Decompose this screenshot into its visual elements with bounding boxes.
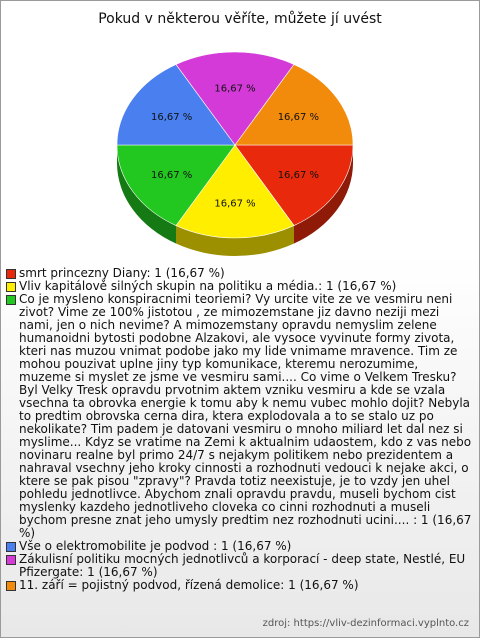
pie-value-label-0: 16,67 % <box>277 169 320 181</box>
legend-label: Vliv kapitálově silných skupin na politiku a média.: 1 (16,67 %) <box>19 279 397 293</box>
chart-legend <box>6 267 472 592</box>
legend-item <box>6 553 472 579</box>
legend-label: Vše o elektromobilite je podvod : 1 (16,67 %) <box>19 539 292 553</box>
pie-value-label-1: 16,67 % <box>214 198 256 210</box>
legend-label: smrt princezny Diany: 1 (16,67 %) <box>19 266 225 280</box>
legend-item <box>6 293 472 540</box>
legend-label: Co je mysleno konspiracnimi teoriemi? Vy urcite vite ze ve vesmiru neni zivot? Vime ze 100% jistotou , ze mimozemstane jiz davno neziji mezi nami, jen o nich nevime? A mimozemstany opravdu nemyslim zelene humanoidni bytosti podobne Alzakovi, ale vysoce vyvinute formy zivota, kteri nas muzou vnimat podobe jako my lide vnimame mravence. Tim ze mohou pouzivat uplne jiny typ komunikace, kteremu nerozumime, muzeme si myslet ze jsme ve vesmiru sami.... Co vime o Velkem Tresku? Byl Velky Tresk opravdu prvotnim aktem vzniku vesmiru a kde se vzala vsechna ta obrovka energie k tomu aby k nemu vubec mohlo dojit? Nebyla to predtim obrovska cerna dira, ktera explodovala a to se stalo uz po nekolikate? Tim padem je datovani vesmiru o mnoho miliard let dal nez si myslime... Kdyz se vratime na Zemi k aktualnim udaostem, kdo z vas nebo novinaru realne byl primo 24/7 s nejakym politikem nebo prezidentem a nahraval vsechny jeho kroky cinnosti a rozhodnuti vedouci k nejake akci, o ktere se pak pisou "zpravy"? Pravda totiz neexistuje, je to vzdy jen uhel pohledu jednotlivce. Abychom znali opravdu pravdu, museli bychom cist myslenky kazdeho jednotliveho cloveka co cinni rozhodnuti a museli bychom presne znat jeho umysly predtim nez rozhodnuti ucini.... : 1 (16,67 %) <box>19 292 472 540</box>
pie-value-label-2: 16,67 % <box>150 169 193 181</box>
legend-swatch <box>6 555 16 565</box>
source-note: zdroj: https://vliv-dezinformaci.vyplnto.cz <box>262 618 469 629</box>
pie-value-label-4: 16,67 % <box>214 83 256 95</box>
legend-swatch <box>6 542 16 552</box>
legend-swatch <box>6 282 16 292</box>
legend-swatch <box>6 581 16 591</box>
pie-value-label-5: 16,67 % <box>277 112 320 124</box>
pie-chart <box>1 1 479 261</box>
chart-title: Pokud v některou věříte, můžete jí uvést <box>98 11 382 27</box>
legend-label: 11. září = pojistný podvod, řízená demolice: 1 (16,67 %) <box>19 578 359 592</box>
pie-value-label-3: 16,67 % <box>150 112 193 124</box>
legend-swatch <box>6 295 16 305</box>
legend-swatch <box>6 269 16 279</box>
legend-item <box>6 579 472 592</box>
legend-label: Zákulisní politiku mocných jednotlivců a korporací - deep state, Nestlé, EU Pfizergate: 1 (16,67 %) <box>19 552 466 579</box>
